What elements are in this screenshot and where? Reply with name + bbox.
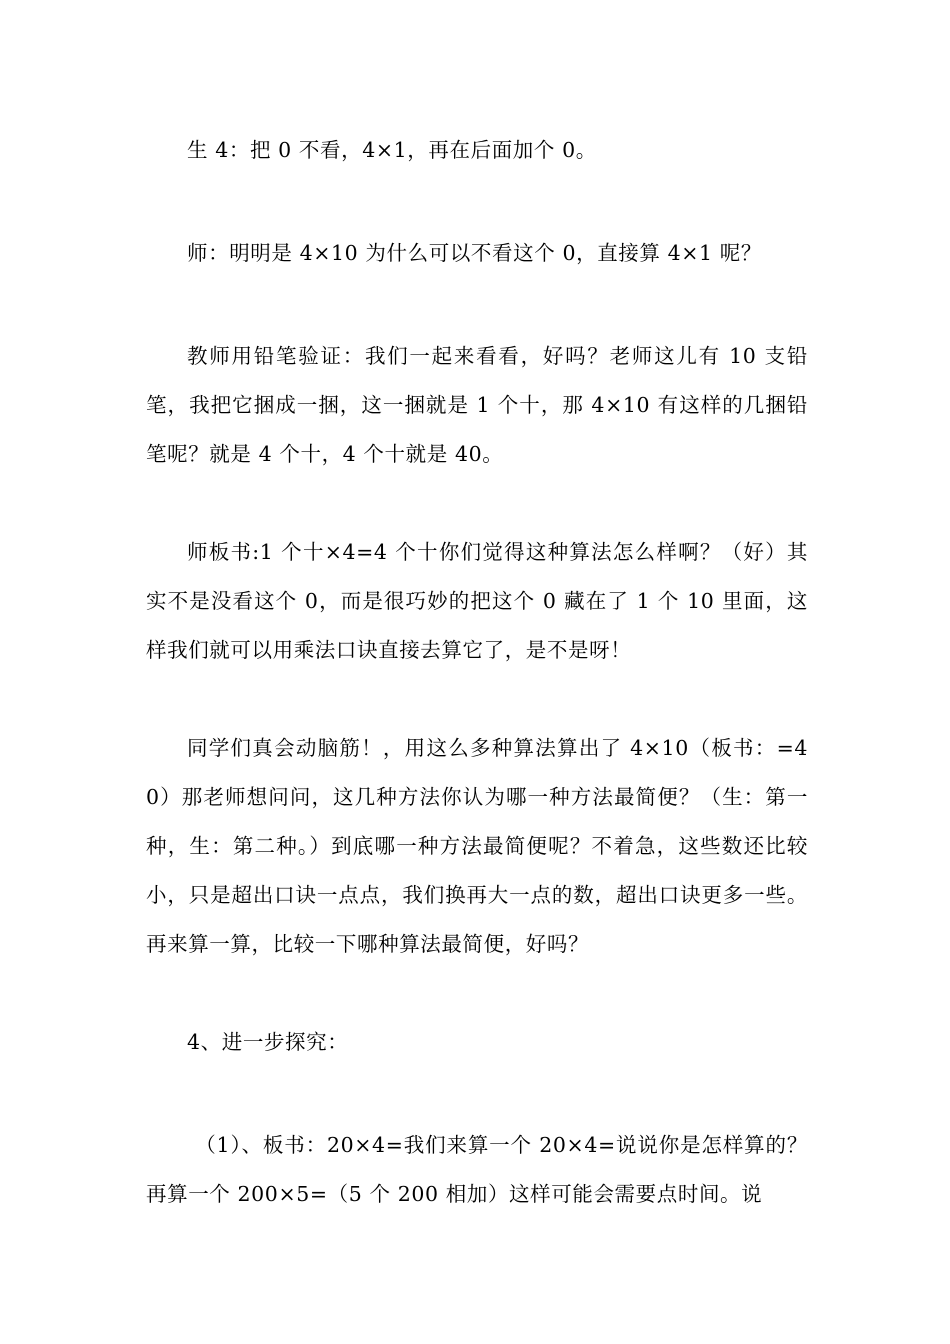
paragraph-student-4: 生 4：把 0 不看，4×1，再在后面加个 0。	[187, 138, 597, 162]
paragraph-pencil-demo: 教师用铅笔验证：我们一起来看看，好吗？老师这儿有 10 支铅笔，我把它捆成一捆，这一捆就是 1 个十，那 4×10 有这样的几捆铅笔呢？就是 4 个十，4 个十就是 40。	[146, 344, 808, 466]
section-heading-further-exploration: 4、进一步探究：	[187, 1030, 349, 1054]
paragraph-teacher-question: 师：明明是 4×10 为什么可以不看这个 0，直接算 4×1 呢？	[187, 241, 762, 265]
paragraph-board-writing: 师板书:1 个十×4=4 个十你们觉得这种算法怎么样啊？（好）其实不是没看这个 0，而是很巧妙的把这个 0 藏在了 1 个 10 里面，这样我们就可以用乘法口诀直接去算它了，是不是呀！	[146, 540, 808, 662]
paragraph-step-1: （1）、板书：20×4=我们来算一个 20×4=说说你是怎样算的？再算一个 200×5=（5 个 200 相加）这样可能会需要点时间。说	[146, 1133, 808, 1206]
paragraph-compare-methods: 同学们真会动脑筋！，用这么多种算法算出了 4×10（板书：=40）那老师想问问，这几种方法你认为哪一种方法最简便？（生：第一种，生：第二种。）到底哪一种方法最简便呢？不着急，这些数还比较小，只是超出口诀一点点，我们换再大一点的数，超出口诀更多一些。再来算一算，比较一下哪种算法最简便，好吗？	[146, 736, 808, 956]
